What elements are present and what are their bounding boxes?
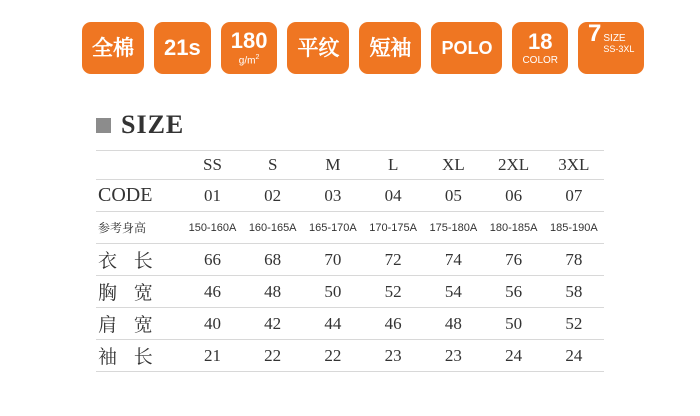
row-label-reference-height: 参考身高 xyxy=(96,212,182,244)
badge-yarn xyxy=(154,22,211,74)
table-corner-cell xyxy=(96,151,182,180)
badge-size-count-label: SIZE xyxy=(603,33,626,44)
badge-weave-label: 平纹 xyxy=(297,36,340,60)
cell-shoulder-width-3xl: 52 xyxy=(544,308,604,340)
cell-height-3xl: 185-190A xyxy=(544,212,604,244)
cell-sleeve-length-l: 23 xyxy=(363,340,423,372)
badge-weight-unit-exponent: 2 xyxy=(255,53,260,61)
cell-body-length-2xl: 76 xyxy=(484,244,544,276)
table-row xyxy=(96,308,604,340)
cell-body-length-ss: 66 xyxy=(182,244,242,276)
badge-color-count xyxy=(512,22,568,74)
table-row xyxy=(96,340,604,372)
badge-size-count-value: 7 xyxy=(588,20,602,47)
cell-shoulder-width-l: 46 xyxy=(363,308,423,340)
column-header-m: M xyxy=(303,151,363,180)
badge-collar-label: POLO xyxy=(441,38,493,58)
cell-chest-width-m: 50 xyxy=(303,276,363,308)
badge-weight xyxy=(221,22,278,74)
badge-sleeve-label: 短袖 xyxy=(369,36,412,60)
table-row xyxy=(96,276,604,308)
row-label-body-length: 衣 长 xyxy=(96,244,182,276)
table-header-row xyxy=(96,151,604,180)
cell-shoulder-width-xl: 48 xyxy=(423,308,483,340)
cell-code-xl: 05 xyxy=(423,180,483,212)
table-row xyxy=(96,212,604,244)
row-label-shoulder-width: 肩 宽 xyxy=(96,308,182,340)
attribute-badge-strip xyxy=(82,22,644,74)
cell-chest-width-s: 48 xyxy=(243,276,303,308)
cell-height-xl: 175-180A xyxy=(423,212,483,244)
column-header-ss: SS xyxy=(182,151,242,180)
badge-collar xyxy=(431,22,502,74)
badge-weight-value: 180 xyxy=(230,27,268,53)
cell-sleeve-length-3xl: 24 xyxy=(544,340,604,372)
cell-sleeve-length-ss: 21 xyxy=(182,340,242,372)
cell-body-length-xl: 74 xyxy=(423,244,483,276)
cell-body-length-3xl: 78 xyxy=(544,244,604,276)
cell-height-m: 165-170A xyxy=(303,212,363,244)
column-header-3xl: 3XL xyxy=(544,151,604,180)
cell-shoulder-width-ss: 40 xyxy=(182,308,242,340)
cell-chest-width-xl: 54 xyxy=(423,276,483,308)
cell-code-m: 03 xyxy=(303,180,363,212)
cell-shoulder-width-2xl: 50 xyxy=(484,308,544,340)
cell-sleeve-length-xl: 23 xyxy=(423,340,483,372)
cell-height-s: 160-165A xyxy=(243,212,303,244)
cell-code-3xl: 07 xyxy=(544,180,604,212)
badge-fabric xyxy=(82,22,144,74)
cell-sleeve-length-m: 22 xyxy=(303,340,363,372)
square-bullet-icon xyxy=(96,118,111,133)
cell-body-length-m: 70 xyxy=(303,244,363,276)
badge-size-count xyxy=(578,22,644,74)
cell-code-s: 02 xyxy=(243,180,303,212)
cell-chest-width-3xl: 58 xyxy=(544,276,604,308)
cell-code-l: 04 xyxy=(363,180,423,212)
table-row xyxy=(96,244,604,276)
cell-sleeve-length-2xl: 24 xyxy=(484,340,544,372)
badge-size-count-detail xyxy=(603,34,634,54)
badge-fabric-label: 全棉 xyxy=(92,36,134,60)
badge-weight-unit-text: g/m xyxy=(238,55,256,67)
cell-sleeve-length-s: 22 xyxy=(243,340,303,372)
column-header-xl: XL xyxy=(423,151,483,180)
cell-shoulder-width-m: 44 xyxy=(303,308,363,340)
badge-weave xyxy=(287,22,349,74)
cell-shoulder-width-s: 42 xyxy=(243,308,303,340)
row-label-code: CODE xyxy=(96,180,182,212)
cell-code-2xl: 06 xyxy=(484,180,544,212)
cell-body-length-l: 72 xyxy=(363,244,423,276)
cell-chest-width-2xl: 56 xyxy=(484,276,544,308)
column-header-l: L xyxy=(363,151,423,180)
row-label-chest-width: 胸 宽 xyxy=(96,276,182,308)
badge-yarn-label: 21s xyxy=(164,35,201,60)
cell-chest-width-l: 52 xyxy=(363,276,423,308)
row-label-sleeve-length: 袖 长 xyxy=(96,340,182,372)
cell-code-ss: 01 xyxy=(182,180,242,212)
column-header-s: S xyxy=(243,151,303,180)
badge-color-count-label: COLOR xyxy=(522,54,559,66)
table-row xyxy=(96,180,604,212)
cell-body-length-s: 68 xyxy=(243,244,303,276)
badge-sleeve xyxy=(359,22,421,74)
badge-weight-unit xyxy=(239,54,260,66)
cell-height-l: 170-175A xyxy=(363,212,423,244)
size-section-title: SIZE xyxy=(121,110,185,139)
column-header-2xl: 2XL xyxy=(484,151,544,180)
cell-chest-width-ss: 46 xyxy=(182,276,242,308)
size-section-heading xyxy=(96,110,184,140)
badge-color-count-value: 18 xyxy=(527,28,553,54)
cell-height-2xl: 180-185A xyxy=(484,212,544,244)
badge-size-count-range: SS-3XL xyxy=(603,43,635,54)
cell-height-ss: 150-160A xyxy=(182,212,242,244)
size-table xyxy=(96,150,604,372)
